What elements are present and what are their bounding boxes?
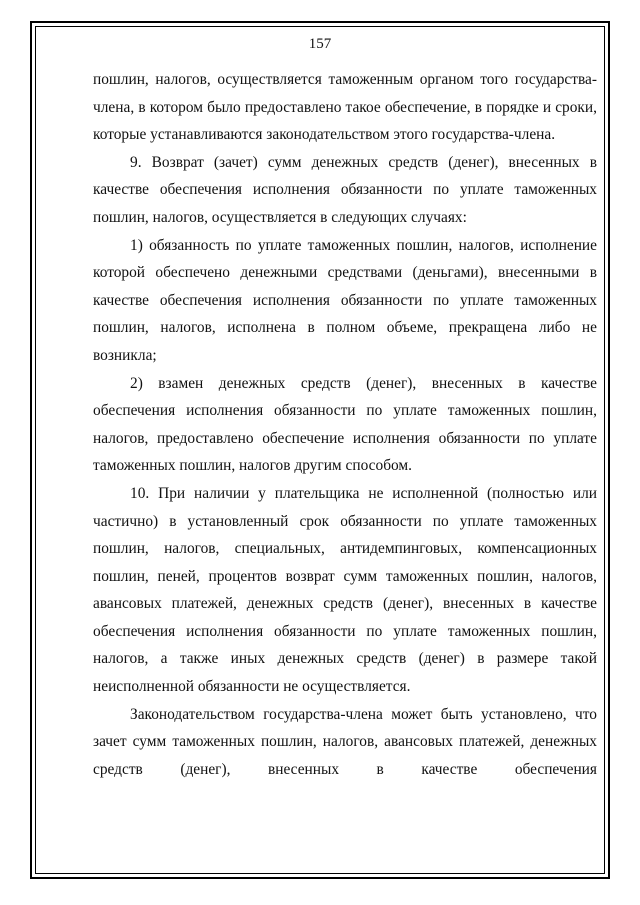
paragraph-subitem-1: 1) обязанность по уплате таможенных пошлин, налогов, исполнение которой обеспечено денежными средствами (деньгами), внесенными в качестве обеспечения исполнения обязанности по уплате таможенных пошлин, налогов, исполнена в полном объеме, прекращена либо не возникла;: [93, 236, 597, 364]
paragraph-continuation: пошлин, налогов, осуществляется таможенным органом того государства-члена, в котором было предоставлено такое обеспечение, в порядке и сроки, которые устанавливаются законодательством этого государства-члена.: [93, 71, 597, 144]
page-number: 157: [308, 36, 332, 52]
paragraph-legislation-note: Законодательством государства-члена может быть установлено, что зачет сумм таможенных пошлин, налогов, авансовых платежей, денежных средств (денег), внесенных в качестве обеспечения: [93, 705, 597, 778]
paragraph-item-9: 9. Возврат (зачет) сумм денежных средств (денег), внесенных в качестве обеспечения исполнения обязанности по уплате таможенных пошлин, налогов, осуществляется в следующих случаях:: [93, 153, 597, 226]
paragraph-subitem-2: 2) взамен денежных средств (денег), внесенных в качестве обеспечения исполнения обязанности по уплате таможенных пошлин, налогов, предоставлено обеспечение исполнения обязанности по уплате таможенных пошлин, налогов другим способом.: [93, 374, 597, 475]
document-body: [93, 66, 597, 783]
paragraph-item-10: 10. При наличии у плательщика не исполненной (полностью или частично) в установленный срок обязанности по уплате таможенных пошлин, налогов, специальных, антидемпинговых, компенсационных пошлин, пеней, процентов возврат сумм таможенных пошлин, налогов, авансовых платежей, денежных средств (денег), внесенных в качестве обеспечения исполнения обязанности по уплате таможенных пошлин, налогов, а также иных денежных средств (денег) в размере такой неисполненной обязанности не осуществляется.: [93, 484, 597, 696]
